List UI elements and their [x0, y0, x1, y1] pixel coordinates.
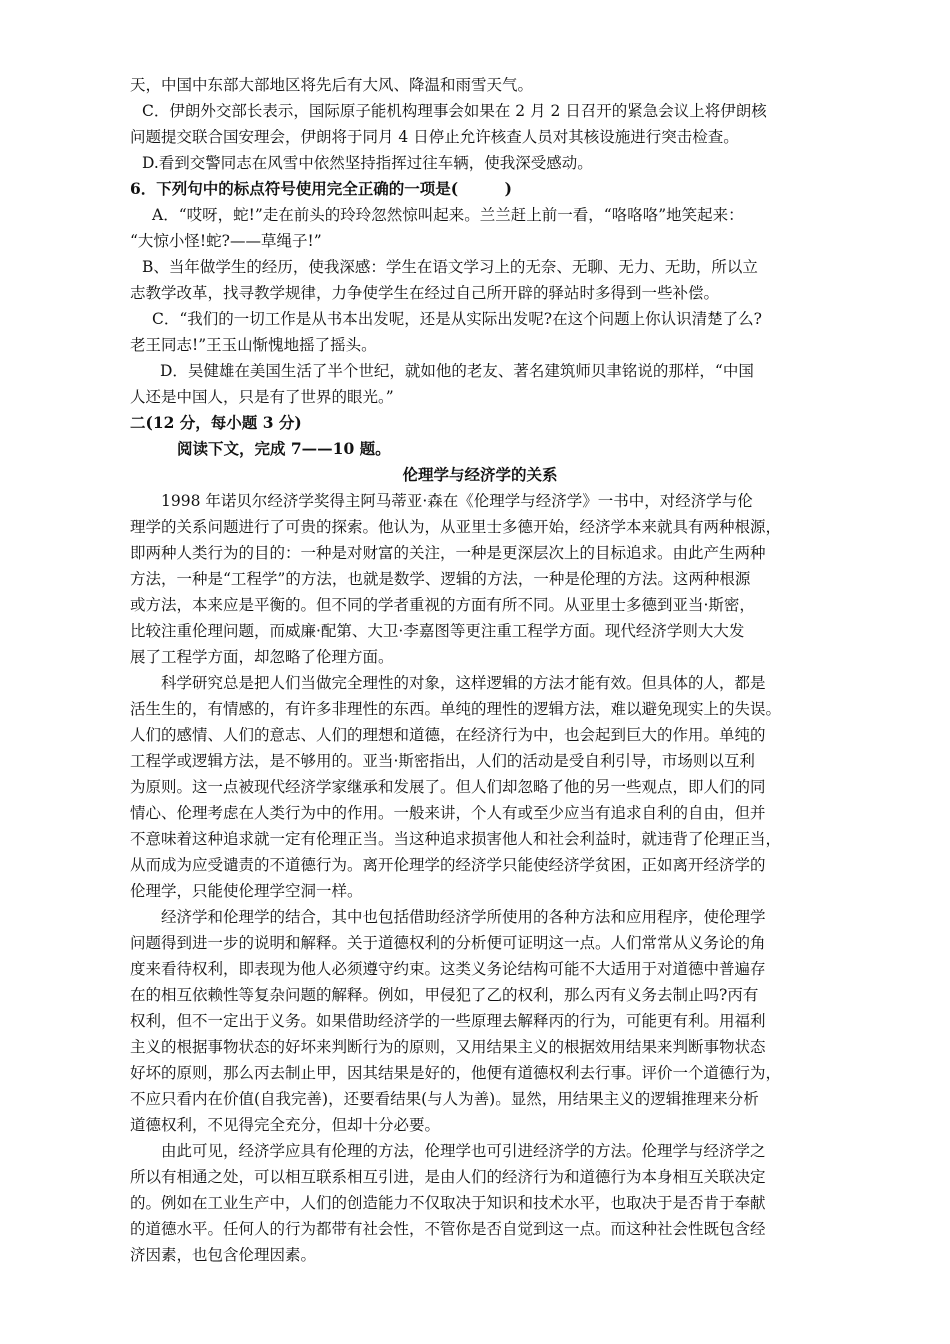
- q6-option-b-line2: 志教学改革，找寻教学规律，力争使学生在经过自己所开辟的驿站时多得到一些补偿。: [130, 284, 720, 302]
- q5-option-c-line2: 问题提交联合国安理会，伊朗将于同月 4 日停止允许核查人员对其核设施进行突击检查。: [130, 128, 739, 146]
- paragraph-line: 方法，一种是“工程学”的方法，也就是数学、逻辑的方法，一种是伦理的方法。这两种根源: [130, 570, 751, 588]
- paragraph-line: 伦理学，只能使伦理学空洞一样。: [130, 882, 363, 900]
- section-2-heading: 二(12 分，每小题 3 分): [130, 413, 302, 432]
- paragraph-line: 经济学和伦理学的结合，其中也包括借助经济学所使用的各种方法和应用程序，使伦理学: [161, 908, 766, 926]
- paragraph-line: 不应只看内在价值(自我完善)，还要看结果(与人为善)。显然，用结果主义的逻辑推理来分析: [130, 1090, 759, 1108]
- paragraph-line: 济因素，也包含伦理因素。: [130, 1246, 317, 1264]
- paragraph-line: 好坏的原则，那么丙去制止甲，因其结果是好的，他便有道德权利去行事。评价一个道德行为，: [130, 1064, 782, 1082]
- document-page: [130, 72, 830, 1268]
- q6-option-a-line1: A．“哎呀，蛇!”走在前头的玲玲忽然惊叫起来。兰兰赶上前一看，“咯咯咯”地笑起来：: [152, 206, 744, 224]
- article-body: [130, 488, 830, 1268]
- q6-option-b-line1: B、当年做学生的经历，使我深感：学生在语文学习上的无奈、无聊、无力、无助，所以立: [142, 258, 758, 276]
- article-paragraph-4: [130, 1138, 830, 1268]
- paragraph-line: 度来看待权利，即表现为他人必须遵守约束。这类义务论结构可能不大适用于对道德中普遍存: [130, 960, 766, 978]
- paragraph-line: 所以有相通之处，可以相互联系相互引进，是由人们的经济行为和道德行为本身相互关联决定: [130, 1168, 766, 1186]
- q6-option-c-line2: 老王同志!”王玉山惭愧地摇了摇头。: [130, 336, 377, 354]
- paragraph-line: 情心、伦理考虑在人类行为中的作用。一般来讲，个人有或至少应当有追求自利的自由，但并: [130, 804, 766, 822]
- paragraph-line: 科学研究总是把人们当做完全理性的对象，这样逻辑的方法才能有效。但具体的人，都是: [161, 674, 766, 692]
- q5-option-c-line1: C．伊朗外交部长表示，国际原子能机构理事会如果在 2 月 2 日召开的紧急会议上将伊朗核: [142, 102, 767, 120]
- paragraph-line: 或方法，本来应是平衡的。但不同的学者重视的方面有所不同。从亚里士多德到亚当·斯密，: [130, 596, 755, 614]
- paragraph-line: 权利，但不一定出于义务。如果借助经济学的一些原理去解释丙的行为，可能更有利。用福利: [130, 1012, 766, 1030]
- paragraph-line: 理学的关系问题进行了可贵的探索。他认为，从亚里士多德开始，经济学本来就具有两种根源，: [130, 518, 782, 536]
- q6-option-c-line1: C．“我们的一切工作是从书本出发呢，还是从实际出发呢?在这个问题上你认识清楚了么?: [152, 310, 762, 328]
- paragraph-line: 工程学或逻辑方法，是不够用的。亚当·斯密指出，人们的活动是受自利引导，市场则以互利: [130, 752, 755, 770]
- paragraph-line: 活生生的，有情感的，有许多非理性的东西。单纯的理性的逻辑方法，难以避免现实上的失误。: [130, 700, 782, 718]
- paragraph-line: 的。例如在工业生产中，人们的创造能力不仅取决于知识和技术水平，也取决于是否肯于奉献: [130, 1194, 766, 1212]
- paragraph-line: 为原则。这一点被现代经济学家继承和发展了。但人们却忽略了他的另一些观点，即人们的同: [130, 778, 766, 796]
- paragraph-line: 即两种人类行为的目的：一种是对财富的关注，一种是更深层次上的目标追求。由此产生两种: [130, 544, 766, 562]
- paragraph-line: 主义的根据事物状态的好坏来判断行为的原则，又用结果主义的根据效用结果来判断事物状态: [130, 1038, 766, 1056]
- q6-option-d-line2: 人还是中国人，只是有了世界的眼光。”: [130, 388, 394, 406]
- article-title: 伦理学与经济学的关系: [402, 465, 558, 484]
- q6-option-d-line1: D．吴健雄在美国生活了半个世纪，就如他的老友、著名建筑师贝聿铭说的那样，“中国: [160, 362, 754, 380]
- question-6: [130, 176, 830, 410]
- q5-option-d: D.看到交警同志在风雪中依然坚持指挥过往车辆，使我深受感动。: [142, 154, 593, 172]
- article-paragraph-1: [130, 488, 830, 670]
- paragraph-line: 在的相互依赖性等复杂问题的解释。例如，甲侵犯了乙的权利，那么丙有义务去制止吗?丙有: [130, 986, 759, 1004]
- section-2: [130, 410, 830, 488]
- reading-instruction: 阅读下文，完成 7——10 题。: [177, 439, 391, 458]
- q6-option-a-line2: “大惊小怪!蛇?——草绳子!”: [130, 232, 322, 250]
- paragraph-line: 道德权利，不见得完全充分，但却十分必要。: [130, 1116, 441, 1134]
- question-5-continuation: [130, 72, 830, 176]
- paragraph-line: 不意味着这种追求就一定有伦理正当。当这种追求损害他人和社会利益时，就违背了伦理正当，: [130, 830, 782, 848]
- paragraph-line: 1998 年诺贝尔经济学奖得主阿马蒂亚·森在《伦理学与经济学》一书中，对经济学与伦: [161, 492, 753, 510]
- q5-option-b-tail: 天，中国中东部大部地区将先后有大风、降温和雨雪天气。: [130, 76, 534, 94]
- article-paragraph-2: [130, 670, 830, 904]
- paragraph-line: 由此可见，经济学应具有伦理的方法，伦理学也可引进经济学的方法。伦理学与经济学之: [161, 1142, 766, 1160]
- paragraph-line: 问题得到进一步的说明和解释。关于道德权利的分析便可证明这一点。人们常常从义务论的角: [130, 934, 766, 952]
- paragraph-line: 展了工程学方面，却忽略了伦理方面。: [130, 648, 394, 666]
- article-paragraph-3: [130, 904, 830, 1138]
- q6-stem: 6．下列句中的标点符号使用完全正确的一项是( ): [130, 179, 512, 198]
- paragraph-line: 的道德水平。任何人的行为都带有社会性，不管你是否自觉到这一点。而这种社会性既包含经: [130, 1220, 766, 1238]
- paragraph-line: 人们的感情、人们的意志、人们的理想和道德，在经济行为中，也会起到巨大的作用。单纯的: [130, 726, 766, 744]
- paragraph-line: 从而成为应受谴责的不道德行为。离开伦理学的经济学只能使经济学贫困，正如离开经济学的: [130, 856, 766, 874]
- paragraph-line: 比较注重伦理问题，而威廉·配第、大卫·李嘉图等更注重工程学方面。现代经济学则大大发: [130, 622, 745, 640]
